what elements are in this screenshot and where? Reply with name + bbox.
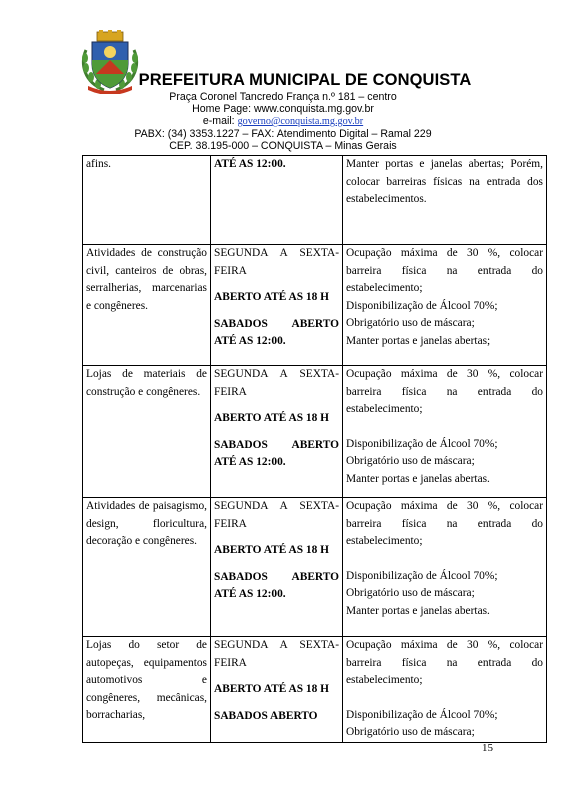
header-cep: CEP. 38.195-000 – CONQUISTA – Minas Gerais bbox=[169, 140, 397, 152]
activity-cell: Lojas de materiais de construção e congêneres. bbox=[83, 366, 211, 498]
header-email-line bbox=[0, 115, 566, 128]
page-number: 15 bbox=[482, 742, 493, 754]
schedule-cell: ATÉ AS 12:00. bbox=[211, 156, 343, 245]
page-title: PREFEITURA MUNICIPAL DE CONQUISTA bbox=[138, 71, 472, 89]
header-address: Praça Coronel Tancredo França n.º 181 – centro bbox=[169, 91, 397, 103]
schedule-cell: SEGUNDA A SEXTA-FEIRA ABERTO ATÉ AS 18 H SABADOS ABERTO ATÉ AS 12:00. bbox=[211, 245, 343, 366]
rules-cell: Ocupação máxima de 30 %, colocar barreira física na entrada do estabelecimento; Disponibilização de Álcool 70%; Obrigatório uso de máscara; Manter portas e janelas abertas. bbox=[343, 498, 547, 637]
table-row bbox=[83, 366, 547, 498]
table-row bbox=[83, 637, 547, 743]
header-phones: PABX: (34) 3353.1227 – FAX: Atendimento Digital – Ramal 229 bbox=[134, 128, 432, 140]
table-row bbox=[83, 498, 547, 637]
table-row bbox=[83, 245, 547, 366]
schedule-cell: SEGUNDA A SEXTA-FEIRA ABERTO ATÉ AS 18 H SABADOS ABERTO ATÉ AS 12:00. bbox=[211, 366, 343, 498]
regulations-table bbox=[82, 155, 547, 743]
activity-cell: Lojas do setor de autopeças, equipamentos automotivos e congêneres, mecânicas, borracharias, bbox=[83, 637, 211, 743]
email-link[interactable]: governo@conquista.mg.gov.br bbox=[237, 116, 364, 127]
schedule-cell: SEGUNDA A SEXTA-FEIRA ABERTO ATÉ AS 18 H SABADOS ABERTO ATÉ AS 12:00. bbox=[211, 498, 343, 637]
rules-cell: Manter portas e janelas abertas; Porém, colocar barreiras físicas na entrada dos estabelecimentos. bbox=[343, 156, 547, 245]
email-label: e-mail: bbox=[202, 115, 238, 127]
activity-cell: Atividades de paisagismo, design, floricultura, decoração e congêneres. bbox=[83, 498, 211, 637]
rules-cell: Ocupação máxima de 30 %, colocar barreira física na entrada do estabelecimento; Disponibilização de Álcool 70%; Obrigatório uso de máscara; bbox=[343, 637, 547, 743]
rules-cell: Ocupação máxima de 30 %, colocar barreira física na entrada do estabelecimento; Disponibilização de Álcool 70%; Obrigatório uso de máscara; Manter portas e janelas abertas; bbox=[343, 245, 547, 366]
header-homepage: Home Page: www.conquista.mg.gov.br bbox=[192, 103, 374, 115]
rules-cell: Ocupação máxima de 30 %, colocar barreira física na entrada do estabelecimento; Disponibilização de Álcool 70%; Obrigatório uso de máscara; Manter portas e janelas abertas. bbox=[343, 366, 547, 498]
activity-cell: Atividades de construção civil, canteiros de obras, serralherias, marcenarias e congêneres. bbox=[83, 245, 211, 366]
activity-cell: afins. bbox=[83, 156, 211, 245]
table-row bbox=[83, 156, 547, 245]
schedule-cell: SEGUNDA A SEXTA-FEIRA ABERTO ATÉ AS 18 H SABADOS ABERTO bbox=[211, 637, 343, 743]
